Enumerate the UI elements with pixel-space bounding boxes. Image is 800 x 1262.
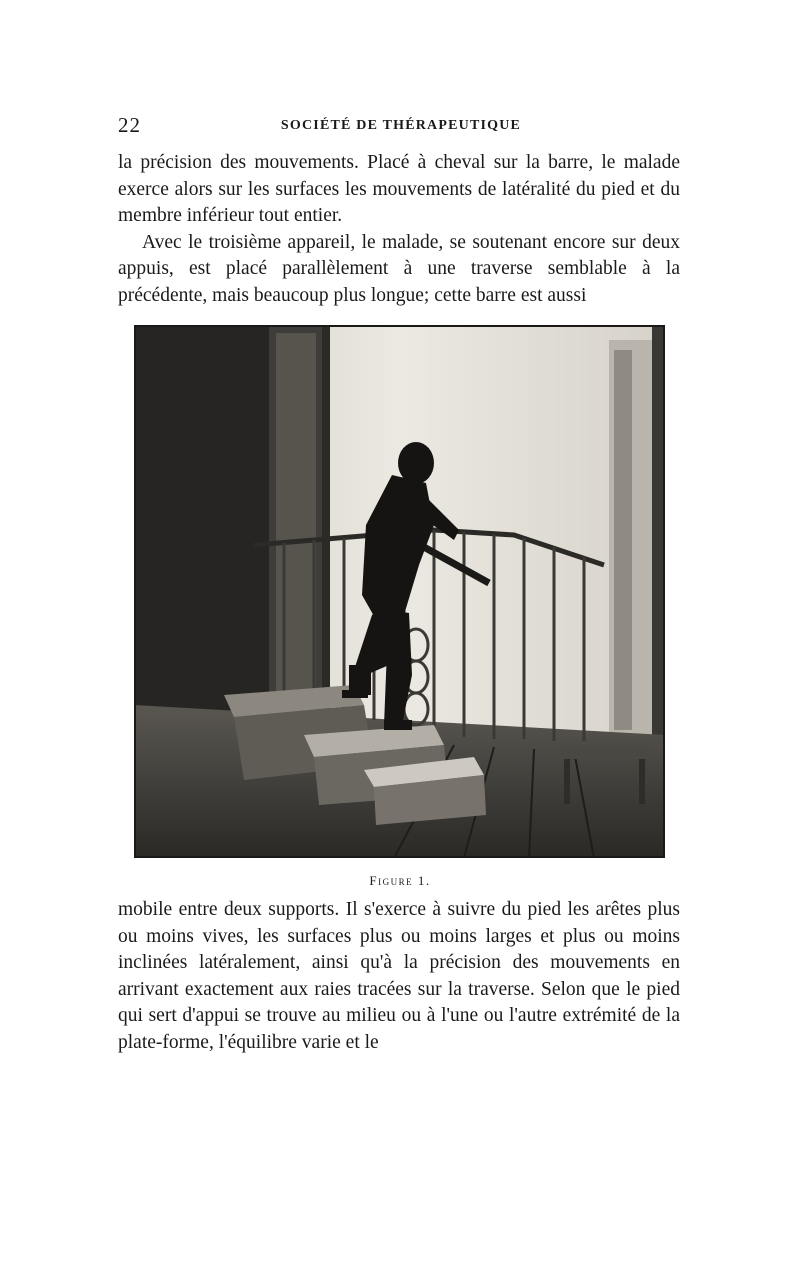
figure-caption: Figure 1. xyxy=(369,873,431,888)
paragraph: la précision des mouvements. Placé à cheval sur la barre, le malade exerce alors sur les surfaces les mouvements de latéralité du pied et du membre inférieur tout entier. xyxy=(118,152,680,226)
figure-photograph xyxy=(134,325,665,858)
body-text-bottom xyxy=(118,897,680,1056)
paragraph: mobile entre deux supports. Il s'exerce à suivre du pied les arêtes plus ou moins vives, les surfaces plus ou moins larges et plus ou moins inclinées latéralement, ainsi qu'à la précision des mouvements en arrivant exactement aux raies tracées sur la traverse. Selon que le pied qui sert d'appui se trouve au milieu ou à l'une ou l'autre extrémité de la plate-forme, l'équilibre varie et le xyxy=(118,899,680,1053)
page-header xyxy=(118,113,684,141)
running-title: SOCIÉTÉ DE THÉRAPEUTIQUE xyxy=(280,118,522,133)
page-number: 22 xyxy=(118,113,141,137)
paragraph: Avec le troisième appareil, le malade, se soutenant encore sur deux appuis, est placé parallèlement à une traverse semblable à la précédente, mais beaucoup plus longue; cette barre est aussi xyxy=(118,231,680,306)
body-text-top xyxy=(118,150,680,309)
stair-exercise-photo xyxy=(134,325,665,858)
